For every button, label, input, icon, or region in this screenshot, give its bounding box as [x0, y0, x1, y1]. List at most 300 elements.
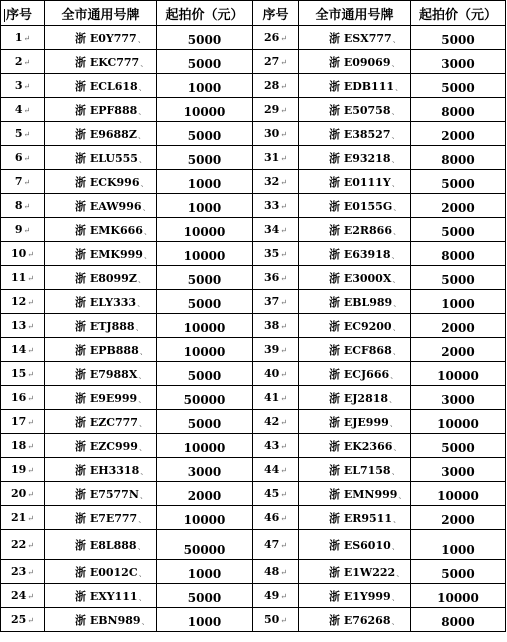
plate-cell-left-text: 浙 EZC999 — [75, 439, 138, 453]
price-cell-left-text: 3000 — [187, 465, 222, 479]
plate-cell-left-text: 浙 E8099Z — [75, 271, 137, 285]
cell-end-mark: 、 — [138, 82, 147, 92]
plate-cell-left — [45, 338, 157, 362]
price-cell-right — [411, 506, 506, 530]
cell-end-mark: ↵ — [280, 154, 287, 163]
price-cell-left — [157, 242, 253, 266]
cell-end-mark: ↵ — [280, 616, 287, 625]
seq-cell-left — [1, 314, 45, 338]
seq-cell-left-text: 25 — [10, 613, 27, 626]
plate-cell-right — [299, 122, 411, 146]
price-cell-left — [157, 50, 253, 74]
seq-cell-right-text: 38 — [263, 319, 280, 332]
seq-cell-left-text: 22 — [10, 538, 27, 551]
table-row — [1, 74, 506, 98]
plate-cell-left-text: 浙 ECK996 — [75, 175, 140, 189]
plate-cell-left-text: 浙 E0Y777 — [75, 31, 137, 45]
price-cell-left-text: 5000 — [187, 417, 222, 431]
seq-cell-right — [253, 170, 299, 194]
seq-cell-left-text: 7 — [14, 175, 23, 188]
price-cell-right-text: 5000 — [441, 441, 475, 455]
cell-end-mark: 、 — [391, 130, 400, 140]
table-row — [1, 362, 506, 386]
plate-cell-right-text: 浙 E76268 — [329, 613, 391, 627]
cell-end-mark: ↵ — [27, 250, 34, 259]
seq-cell-right-text: 49 — [263, 589, 280, 602]
cell-end-mark: 、 — [138, 154, 147, 164]
table-row — [1, 434, 506, 458]
cell-end-mark: 、 — [143, 250, 152, 260]
cell-end-mark: ↵ — [27, 616, 34, 625]
table-row — [1, 98, 506, 122]
table-row — [1, 218, 506, 242]
price-cell-left-text: 5000 — [187, 273, 222, 287]
seq-cell-right — [253, 242, 299, 266]
plate-cell-right — [299, 98, 411, 122]
plate-cell-left — [45, 482, 157, 506]
cell-end-mark: 、 — [392, 226, 401, 236]
cell-end-mark: ↵ — [280, 202, 287, 211]
header-plate-left: 全市通用号牌 — [45, 1, 157, 26]
seq-cell-left-text: 21 — [10, 511, 27, 524]
table-row — [1, 584, 506, 608]
plate-cell-left-text: 浙 EXY111 — [75, 589, 138, 603]
seq-cell-right — [253, 362, 299, 386]
price-cell-right-text: 10000 — [437, 489, 479, 503]
seq-cell-left — [1, 584, 45, 608]
table-row — [1, 410, 506, 434]
seq-cell-right-text: 50 — [263, 613, 280, 626]
cell-end-mark: ↵ — [280, 442, 287, 451]
cell-end-mark: 、 — [393, 298, 402, 308]
cell-end-mark: 、 — [138, 514, 147, 524]
price-cell-left — [157, 266, 253, 290]
plate-cell-right — [299, 530, 411, 560]
plate-cell-right — [299, 410, 411, 434]
price-cell-right — [411, 338, 506, 362]
seq-cell-left — [1, 434, 45, 458]
price-cell-right — [411, 26, 506, 50]
cell-end-mark: 、 — [392, 274, 401, 284]
seq-cell-right — [253, 218, 299, 242]
seq-cell-right-text: 27 — [263, 55, 280, 68]
seq-cell-left — [1, 410, 45, 434]
seq-cell-right-text: 28 — [263, 79, 280, 92]
seq-cell-right — [253, 266, 299, 290]
table-row — [1, 458, 506, 482]
price-cell-left — [157, 506, 253, 530]
cell-end-mark: 、 — [392, 322, 401, 332]
plate-cell-left — [45, 434, 157, 458]
seq-cell-right — [253, 584, 299, 608]
cell-end-mark: ↵ — [27, 274, 34, 283]
table-row — [1, 506, 506, 530]
cell-end-mark: ↵ — [23, 106, 31, 115]
plate-cell-left-text: 浙 EH3318 — [75, 463, 140, 477]
seq-cell-left-text: 14 — [10, 343, 27, 356]
table-row — [1, 50, 506, 74]
price-cell-right — [411, 608, 506, 632]
plate-cell-left — [45, 362, 157, 386]
price-cell-left — [157, 146, 253, 170]
plate-cell-right-text: 浙 E38527 — [329, 127, 391, 141]
plate-cell-right-text: 浙 E1Y999 — [329, 589, 391, 603]
price-cell-right-text: 8000 — [441, 153, 475, 167]
table-body — [1, 26, 506, 632]
plate-cell-left-text: 浙 EZC777 — [75, 415, 138, 429]
cell-end-mark: ↵ — [27, 298, 34, 307]
price-cell-right — [411, 122, 506, 146]
seq-cell-left — [1, 266, 45, 290]
cell-end-mark: ↵ — [23, 226, 31, 235]
price-cell-right-text: 8000 — [441, 615, 475, 629]
cell-end-mark: 、 — [138, 568, 147, 578]
price-cell-left — [157, 482, 253, 506]
seq-cell-left — [1, 218, 45, 242]
cell-end-mark: 、 — [396, 568, 405, 578]
price-cell-left — [157, 410, 253, 434]
seq-cell-left-text: 10 — [10, 247, 27, 260]
seq-cell-right — [253, 314, 299, 338]
plate-cell-left-text: 浙 E7E777 — [75, 511, 138, 525]
cell-end-mark: ↵ — [280, 250, 287, 259]
plate-cell-right — [299, 146, 411, 170]
cell-end-mark: ↵ — [23, 154, 31, 163]
price-cell-right-text: 5000 — [441, 225, 475, 239]
price-cell-left-text: 1000 — [187, 615, 222, 629]
plate-cell-right-text: 浙 EK2366 — [329, 439, 393, 453]
cell-end-mark: ↵ — [280, 298, 287, 307]
plate-cell-right-text: 浙 EC9200 — [329, 319, 392, 333]
cell-end-mark: 、 — [142, 202, 151, 212]
seq-cell-left-text: 4 — [14, 103, 23, 116]
plate-cell-left — [45, 122, 157, 146]
price-cell-right-text: 3000 — [441, 393, 475, 407]
price-cell-left — [157, 290, 253, 314]
price-cell-right — [411, 218, 506, 242]
price-cell-right — [411, 50, 506, 74]
cell-end-mark: ↵ — [27, 346, 34, 355]
price-cell-left-text: 1000 — [187, 201, 222, 215]
cell-end-mark: ↵ — [27, 322, 34, 331]
cell-end-mark: ↵ — [23, 130, 31, 139]
table-row — [1, 608, 506, 632]
price-cell-left-text: 1000 — [187, 567, 222, 581]
table-row — [1, 482, 506, 506]
price-cell-left-text: 1000 — [187, 177, 222, 191]
seq-cell-left-text: 2 — [14, 55, 23, 68]
cell-end-mark: ↵ — [27, 418, 34, 427]
price-cell-left-text: 5000 — [187, 129, 222, 143]
table-row — [1, 146, 506, 170]
cell-end-mark: 、 — [137, 130, 146, 140]
cell-end-mark: 、 — [391, 541, 400, 551]
plate-cell-right-text: 浙 ES6010 — [329, 538, 391, 552]
cell-end-mark: ↵ — [280, 130, 287, 139]
price-cell-left — [157, 122, 253, 146]
cell-end-mark: 、 — [391, 250, 400, 260]
seq-cell-left-text: 18 — [10, 439, 27, 452]
plate-cell-right — [299, 608, 411, 632]
seq-cell-left — [1, 26, 45, 50]
plate-cell-right — [299, 386, 411, 410]
price-cell-left-text: 10000 — [183, 345, 226, 359]
cell-end-mark: 、 — [392, 514, 401, 524]
seq-cell-right-text: 40 — [263, 367, 280, 380]
plate-cell-left — [45, 608, 157, 632]
price-cell-left — [157, 338, 253, 362]
plate-cell-left-text: 浙 ETJ888 — [75, 319, 135, 333]
plate-cell-right-text: 浙 EDB111 — [329, 79, 395, 93]
cell-end-mark: ↵ — [27, 490, 34, 499]
plate-cell-left-text: 浙 E7988X — [75, 367, 138, 381]
cell-end-mark: 、 — [391, 616, 400, 626]
cell-end-mark: 、 — [393, 202, 402, 212]
price-cell-left — [157, 362, 253, 386]
plate-cell-left — [45, 50, 157, 74]
cell-end-mark: ↵ — [27, 514, 34, 523]
seq-cell-right — [253, 560, 299, 584]
cell-end-mark: ↵ — [280, 178, 287, 187]
price-cell-left-text: 10000 — [183, 105, 226, 119]
plate-cell-left — [45, 242, 157, 266]
price-cell-right-text: 5000 — [441, 81, 475, 95]
table-row — [1, 266, 506, 290]
price-cell-right — [411, 458, 506, 482]
plate-cell-left — [45, 386, 157, 410]
plate-cell-left — [45, 506, 157, 530]
price-cell-right-text: 10000 — [437, 591, 479, 605]
seq-cell-right — [253, 50, 299, 74]
cell-end-mark: ↵ — [280, 82, 287, 91]
cell-end-mark: ↵ — [280, 346, 287, 355]
price-cell-right — [411, 146, 506, 170]
plate-cell-right — [299, 194, 411, 218]
seq-cell-left — [1, 122, 45, 146]
plate-cell-left-text: 浙 ELY333 — [75, 295, 137, 309]
price-cell-left-text: 5000 — [187, 153, 222, 167]
price-cell-right — [411, 266, 506, 290]
plate-cell-left-text: 浙 E8L888 — [75, 538, 137, 552]
seq-cell-left-text: 6 — [14, 151, 23, 164]
seq-cell-right — [253, 194, 299, 218]
cell-end-mark: ↵ — [280, 58, 287, 67]
plate-cell-right-text: 浙 E0155G — [329, 199, 393, 213]
cell-end-mark: ↵ — [280, 466, 287, 475]
cell-end-mark: 、 — [393, 442, 402, 452]
plate-cell-left-text: 浙 EAW996 — [75, 199, 142, 213]
plate-cell-right — [299, 266, 411, 290]
cell-end-mark: ↵ — [23, 82, 31, 91]
price-cell-right-text: 2000 — [441, 201, 475, 215]
plate-cell-right-text: 浙 ECJ666 — [329, 367, 390, 381]
seq-cell-right-text: 42 — [263, 415, 280, 428]
seq-cell-right — [253, 122, 299, 146]
cell-end-mark: 、 — [392, 34, 401, 44]
price-cell-right-text: 2000 — [441, 321, 475, 335]
header-row — [1, 1, 506, 26]
plate-cell-left-text: 浙 EPF888 — [75, 103, 138, 117]
price-cell-left — [157, 584, 253, 608]
price-cell-left — [157, 74, 253, 98]
plate-cell-right-text: 浙 ECF868 — [329, 343, 392, 357]
cell-end-mark: 、 — [141, 616, 150, 626]
price-cell-right-text: 1000 — [441, 543, 475, 557]
plate-cell-left-text: 浙 EKC777 — [75, 55, 140, 69]
price-cell-right — [411, 362, 506, 386]
plate-cell-right — [299, 434, 411, 458]
seq-cell-right-text: 44 — [263, 463, 280, 476]
plate-cell-right — [299, 290, 411, 314]
seq-cell-left — [1, 386, 45, 410]
seq-cell-right-text: 46 — [263, 511, 280, 524]
plate-cell-left — [45, 98, 157, 122]
cell-end-mark: 、 — [391, 592, 400, 602]
cell-end-mark: 、 — [138, 370, 147, 380]
text-cursor — [4, 9, 5, 22]
cell-end-mark: 、 — [391, 466, 400, 476]
plate-cell-right — [299, 74, 411, 98]
seq-cell-left-text: 12 — [10, 295, 27, 308]
seq-cell-left — [1, 194, 45, 218]
cell-end-mark: ↵ — [27, 541, 34, 550]
cell-end-mark: 、 — [140, 466, 149, 476]
price-cell-right — [411, 194, 506, 218]
seq-cell-right-text: 47 — [263, 538, 280, 551]
cell-end-mark: 、 — [139, 346, 148, 356]
cell-end-mark: ↵ — [280, 34, 287, 43]
plate-cell-right — [299, 584, 411, 608]
cell-end-mark: 、 — [395, 82, 404, 92]
plate-cell-left — [45, 26, 157, 50]
price-cell-left-text: 5000 — [187, 33, 222, 47]
seq-cell-right — [253, 530, 299, 560]
header-price-left: 起拍价（元） — [157, 1, 253, 26]
plate-cell-left-text: 浙 ECL618 — [75, 79, 138, 93]
plate-cell-left — [45, 74, 157, 98]
plate-cell-left — [45, 584, 157, 608]
cell-end-mark: ↵ — [280, 370, 287, 379]
seq-cell-right-text: 34 — [263, 223, 280, 236]
plate-cell-right — [299, 26, 411, 50]
seq-cell-right-text: 36 — [263, 271, 280, 284]
cell-end-mark: 、 — [140, 58, 149, 68]
seq-cell-left-text: 1 — [14, 31, 23, 44]
seq-cell-left — [1, 608, 45, 632]
price-cell-left — [157, 434, 253, 458]
price-cell-right-text: 5000 — [441, 33, 475, 47]
seq-cell-right — [253, 386, 299, 410]
seq-cell-right — [253, 506, 299, 530]
table-row — [1, 386, 506, 410]
cell-end-mark: 、 — [139, 490, 148, 500]
price-cell-right-text: 10000 — [437, 417, 479, 431]
cell-end-mark: ↵ — [280, 592, 287, 601]
seq-cell-left — [1, 458, 45, 482]
seq-cell-left — [1, 146, 45, 170]
cell-end-mark: 、 — [391, 178, 400, 188]
plate-cell-left — [45, 560, 157, 584]
cell-end-mark: 、 — [138, 418, 147, 428]
price-cell-left-text: 5000 — [187, 591, 222, 605]
table-row — [1, 530, 506, 560]
price-cell-right — [411, 410, 506, 434]
seq-cell-right — [253, 98, 299, 122]
price-cell-right — [411, 560, 506, 584]
plate-cell-right-text: 浙 E93218 — [329, 151, 391, 165]
price-cell-left — [157, 458, 253, 482]
cell-end-mark: ↵ — [280, 394, 287, 403]
plate-cell-right-text: 浙 E1W222 — [329, 565, 396, 579]
cell-end-mark: ↵ — [23, 178, 31, 187]
seq-cell-left-text: 9 — [14, 223, 23, 236]
cell-end-mark: 、 — [137, 541, 146, 551]
table-row — [1, 194, 506, 218]
plate-cell-right — [299, 314, 411, 338]
seq-cell-right — [253, 146, 299, 170]
plate-cell-right-text: 浙 E09069 — [329, 55, 391, 69]
cell-end-mark: ↵ — [280, 568, 287, 577]
price-cell-left — [157, 170, 253, 194]
plate-cell-right-text: 浙 EBL989 — [329, 295, 393, 309]
cell-end-mark: ↵ — [280, 418, 287, 427]
plate-cell-left-text: 浙 E9E999 — [75, 391, 138, 405]
plate-cell-right-text: 浙 EJ2818 — [329, 391, 389, 405]
price-cell-right-text: 2000 — [441, 129, 475, 143]
cell-end-mark: 、 — [137, 34, 146, 44]
cell-end-mark: ↵ — [27, 466, 34, 475]
plate-cell-right — [299, 362, 411, 386]
price-cell-left — [157, 98, 253, 122]
plate-cell-right — [299, 218, 411, 242]
price-cell-left — [157, 218, 253, 242]
seq-cell-left-text: 24 — [10, 589, 27, 602]
seq-cell-right-text: 39 — [263, 343, 280, 356]
price-cell-right — [411, 584, 506, 608]
price-cell-right — [411, 242, 506, 266]
plate-cell-left — [45, 458, 157, 482]
plate-cell-right-text: 浙 ESX777 — [329, 31, 392, 45]
price-cell-right-text: 5000 — [441, 567, 475, 581]
cell-end-mark: ↵ — [23, 34, 31, 43]
price-cell-left-text: 2000 — [187, 489, 222, 503]
price-cell-right — [411, 290, 506, 314]
plate-cell-right-text: 浙 E2R866 — [329, 223, 392, 237]
table-row — [1, 170, 506, 194]
seq-cell-left — [1, 362, 45, 386]
cell-end-mark: 、 — [140, 178, 149, 188]
table-row — [1, 314, 506, 338]
cell-end-mark: 、 — [137, 298, 146, 308]
plate-cell-right — [299, 560, 411, 584]
price-cell-right-text: 1000 — [441, 297, 475, 311]
plate-cell-left — [45, 410, 157, 434]
price-cell-left-text: 10000 — [183, 249, 226, 263]
seq-cell-left — [1, 560, 45, 584]
plate-cell-left-text: 浙 EMK999 — [75, 247, 143, 261]
plate-cell-left-text: 浙 EBN989 — [75, 613, 141, 627]
price-cell-right — [411, 482, 506, 506]
plate-cell-right-text: 浙 E0111Y — [329, 175, 391, 189]
plate-cell-left — [45, 530, 157, 560]
header-plate-right: 全市通用号牌 — [299, 1, 411, 26]
table-row — [1, 560, 506, 584]
table-row — [1, 122, 506, 146]
cell-end-mark: ↵ — [280, 490, 287, 499]
header-price-right: 起拍价（元） — [411, 1, 506, 26]
seq-cell-left — [1, 74, 45, 98]
price-cell-left-text: 1000 — [187, 81, 222, 95]
